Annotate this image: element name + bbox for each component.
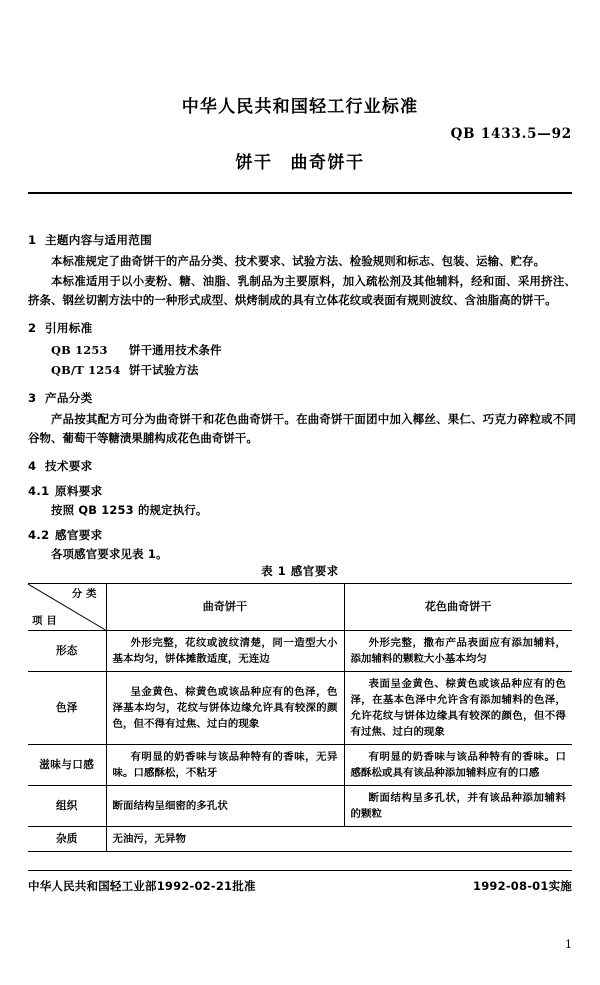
row-label-color: 色泽 bbox=[28, 672, 106, 745]
corner-category-label: 分类 bbox=[71, 588, 101, 600]
title-part-2: 曲奇饼干 bbox=[290, 153, 365, 174]
section-4-1-text: 按照 QB 1253 的规定执行。 bbox=[51, 503, 208, 517]
section-4-2-heading bbox=[28, 526, 576, 545]
reference-item-2 bbox=[51, 360, 576, 380]
section-2-heading bbox=[28, 319, 576, 338]
table-row bbox=[28, 672, 572, 745]
bottom-rule-seg-2 bbox=[106, 852, 344, 853]
reference-2-title: 饼干试验方法 bbox=[129, 363, 199, 377]
row-label-form: 形态 bbox=[28, 631, 106, 672]
row-structure-cookie: 断面结构呈细密的多孔状 bbox=[106, 786, 344, 827]
table-row bbox=[28, 786, 572, 827]
section-4-1-heading bbox=[28, 482, 576, 501]
bottom-rule-seg-3 bbox=[344, 852, 572, 853]
section-1-heading bbox=[28, 231, 576, 250]
section-4-2-title: 感官要求 bbox=[55, 528, 103, 542]
reference-2-code: QB/T 1254 bbox=[51, 363, 121, 377]
row-color-fancy: 表面呈金黄色、棕黄色或该品种应有的色泽，在基本色泽中允许含有添加辅料的色泽，允许花纹与饼体边缘具有较深的颜色，但不得有过焦、过白的现象 bbox=[344, 672, 572, 745]
row-form-fancy: 外形完整，撒布产品表面应有添加辅料，添加辅料的颗粒大小基本均匀 bbox=[344, 631, 572, 672]
footer-divider bbox=[28, 870, 572, 871]
standard-number: QB 1433.5—92 bbox=[450, 126, 572, 142]
table-column-header-fancy-cookie: 花色曲奇饼干 bbox=[344, 584, 572, 631]
section-4-title: 技术要求 bbox=[45, 459, 93, 473]
row-structure-fancy: 断面结构呈多孔状，并有该品种添加辅料的颗粒 bbox=[344, 786, 572, 827]
table-row bbox=[28, 745, 572, 786]
table-row bbox=[28, 631, 572, 672]
table-caption: 表 1 感官要求 bbox=[261, 564, 339, 578]
standard-organization: 中华人民共和国轻工行业标准 bbox=[181, 97, 419, 117]
sensory-table-wrapper bbox=[28, 583, 572, 852]
section-3-number: 3 bbox=[28, 391, 37, 405]
table-bottom-rule bbox=[28, 852, 572, 853]
row-color-cookie: 呈金黄色、棕黄色或该品种应有的色泽，色泽基本均匀，花纹与饼体边缘允许具有较深的颜色，但不得有过焦、过白的现象 bbox=[106, 672, 344, 745]
section-4-1-title: 原料要求 bbox=[55, 484, 103, 498]
section-1-number: 1 bbox=[28, 233, 37, 247]
section-4-heading bbox=[28, 457, 576, 476]
reference-1-title: 饼干通用技术条件 bbox=[129, 343, 222, 357]
footer-approval-text: 中华人民共和国轻工业部1992-02-21批准 bbox=[28, 879, 256, 893]
table-header-row bbox=[28, 584, 572, 631]
section-4-2-text: 各项感官要求见表 1。 bbox=[51, 547, 168, 561]
table-row bbox=[28, 827, 572, 852]
title-part-1: 饼干 bbox=[235, 153, 273, 174]
footer-implementation-text: 1992-08-01实施 bbox=[473, 879, 572, 893]
row-label-structure: 组织 bbox=[28, 786, 106, 827]
section-4-1-number: 4.1 bbox=[28, 484, 50, 498]
section-2-number: 2 bbox=[28, 321, 37, 335]
section-3-title: 产品分类 bbox=[45, 391, 93, 405]
page-title bbox=[28, 148, 572, 173]
sensory-requirements-table bbox=[28, 583, 572, 852]
section-4-number: 4 bbox=[28, 459, 37, 473]
table-corner-cell bbox=[28, 584, 106, 631]
page-number: 1 bbox=[565, 938, 572, 951]
section-2-title: 引用标准 bbox=[45, 321, 93, 335]
reference-item-1 bbox=[51, 340, 576, 360]
bottom-rule-seg-1 bbox=[28, 852, 106, 853]
section-4-2-number: 4.2 bbox=[28, 528, 50, 542]
row-impurity-value: 无油污，无异物 bbox=[106, 827, 572, 852]
section-1-paragraph-2: 本标准适用于以小麦粉、糖、油脂、乳制品为主要原料，加入疏松剂及其他辅料，经和面、采用挤注、挤条、钢丝切割方法中的一种形式成型、烘烤制成的具有立体花纹或表面有规则波纹、含油脂高的饼干。 bbox=[28, 274, 576, 307]
row-label-impurity: 杂质 bbox=[28, 827, 106, 852]
table-column-header-cookie: 曲奇饼干 bbox=[106, 584, 344, 631]
header-divider bbox=[28, 192, 572, 194]
corner-item-label: 项目 bbox=[32, 615, 61, 627]
section-3-paragraph-1: 产品按其配方可分为曲奇饼干和花色曲奇饼干。在曲奇饼干面团中加入椰丝、果仁、巧克力碎粒或不同谷物、葡萄干等糖渍果脯构成花色曲奇饼干。 bbox=[28, 412, 576, 445]
row-form-cookie: 外形完整，花纹或波纹清楚，同一造型大小基本均匀，饼体摊散适度，无连边 bbox=[106, 631, 344, 672]
document-footer bbox=[28, 878, 572, 894]
row-taste-fancy: 有明显的奶香味与该品种特有的香味。口感酥松或具有该品种添加辅料应有的口感 bbox=[344, 745, 572, 786]
document-body bbox=[28, 222, 576, 564]
document-header bbox=[28, 96, 572, 173]
section-3-heading bbox=[28, 389, 576, 408]
row-label-taste: 滋味与口感 bbox=[28, 745, 106, 786]
reference-1-code: QB 1253 bbox=[51, 343, 108, 357]
section-1-paragraph-1: 本标准规定了曲奇饼干的产品分类、技术要求、试验方法、检验规则和标志、包装、运输、贮存。 bbox=[51, 254, 546, 268]
row-taste-cookie: 有明显的奶香味与该品种特有的香味，无异味。口感酥松，不粘牙 bbox=[106, 745, 344, 786]
section-1-title: 主题内容与适用范围 bbox=[45, 233, 153, 247]
